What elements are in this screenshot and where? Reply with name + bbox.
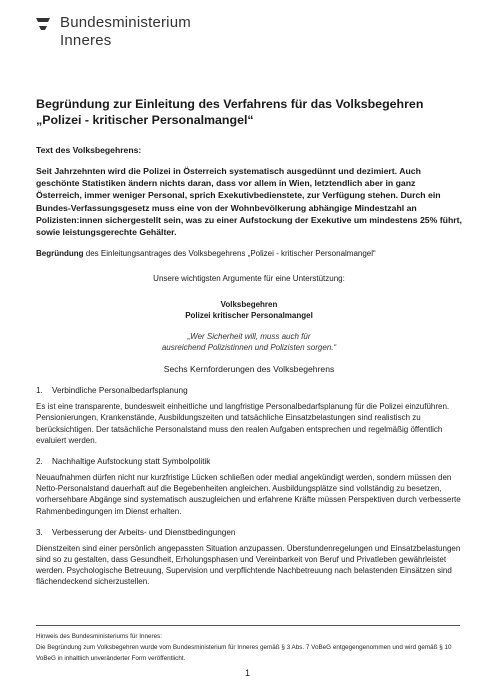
arguments-intro: Unsere wichtigsten Argumente für eine Unterstützung: xyxy=(153,274,345,284)
document-title-line1: Begründung zur Einleitung des Verfahrens für das Volksbegehren xyxy=(36,97,424,111)
petition-text: Seit Jahrzehnten wird die Polizei in Österreich systematisch ausgedünnt und dezimiert. Auch geschönte Statistiken ändern nichts daran, dass vor allem in Wien, letztendlich aber in ganz Österreich, immer weniger Personal, sprich Exekutivbedienstete, zur Verfügung stehen. Durch ein Bundes-Verfassungsgesetz muss eine von der Wohnbevölkerung abhängige Mindestzahl an Polizisten:innen sichergestellt sein, was zu einer Aufstockung der Exekutive um mindestens 25% führt, sowie leistungsgerechte Gehälter. xyxy=(36,166,462,238)
quote-line1: „Wer Sicherheit will, muss auch für xyxy=(187,332,311,342)
page-number: 1 xyxy=(244,668,250,678)
logo-text-ministry: Bundesministerium xyxy=(60,14,191,31)
section-title: Verbindliche Personalbedarfsplanung xyxy=(52,386,188,396)
section-title: Nachhaltige Aufstockung statt Symbolpolitik xyxy=(52,457,211,467)
logo-text-department: Inneres xyxy=(60,32,112,49)
ministry-footnote xyxy=(36,631,466,664)
petition-label: Volksbegehren xyxy=(220,300,278,310)
text-label: Text des Volksbegehrens: xyxy=(36,145,142,155)
document-title xyxy=(36,96,462,128)
footnote-text: Die Begründung zum Volksbegehren wurde vom Bundesministerium für Inneres gemäß § 3 Abs. 7 VoBeG entgegengenommen und wird gemäß § 10 VoBeG in inhaltlich unveränderter Form veröffentlicht. xyxy=(36,644,452,662)
demand-section-3 xyxy=(36,527,462,588)
reason-line xyxy=(36,248,462,259)
section-number: 1. xyxy=(36,386,43,396)
document-title-line2: „Polizei - kritischer Personalmangel“ xyxy=(36,113,254,127)
section-text: Neuaufnahmen dürfen nicht nur kurzfristige Lücken schließen oder medial angekündigt werden, sondern müssen den Netto-Personalstand dauerhaft auf die Begebenheiten angleichen. Ausbildungsplätze sind vollständig zu besetzen, vorhersehbare Abgänge sind systematisch auszugleichen und erfahrene Kräfte müssen Perspektiven durch verbesserte Rahmenbedingungen im Dienst erhalten. xyxy=(36,473,461,516)
petition-name: Polizei kritischer Personalmangel xyxy=(185,311,313,321)
section-heading xyxy=(36,527,462,539)
core-demands-heading: Sechs Kernforderungen des Volksbegehrens xyxy=(163,364,335,375)
section-title: Verbesserung der Arbeits- und Dienstbedingungen xyxy=(52,527,236,537)
petition-name-block xyxy=(36,299,462,321)
section-text: Es ist eine transparente, bundesweit einheitliche und langfristige Personalbedarfsplanung für die Polizei einzuführen. Pensionierungen, Krankenstände, Ausbildungszeiten und tatsächliche Einsatzbelastungen sind realistisch zu berücksichtigen. Der tatsächliche Personalstand muss den realen Aufgaben entsprechen und regelmäßig öffentlich evaluiert werden. xyxy=(36,402,450,445)
austrian-flag-logo-icon xyxy=(36,18,50,30)
demand-section-1 xyxy=(36,385,462,446)
section-heading xyxy=(36,385,462,397)
document-body xyxy=(36,96,462,588)
footnote-heading: Hinweis des Bundesministeriums für Inneres: xyxy=(36,633,162,640)
quote-line2: ausreichend Polizistinnen und Polizisten sorgen.“ xyxy=(161,343,337,353)
footnote-divider xyxy=(36,625,460,626)
section-heading xyxy=(36,456,462,468)
demand-section-2 xyxy=(36,456,462,517)
reason-bold: Begründung xyxy=(36,249,84,259)
slogan-quote xyxy=(36,331,462,353)
reason-rest: des Einleitungsantrages des Volksbegehrens „Polizei - kritischer Personalmangel“ xyxy=(83,249,376,259)
section-number: 3. xyxy=(36,527,43,537)
section-number: 2. xyxy=(36,457,43,467)
section-text: Dienstzeiten sind einer persönlich angepassten Situation anzupassen. Überstundenregelungen und Einsatzbelastungen sind so zu gestalten, dass Gesundheit, Erholungsphasen und Vereinbarkeit von Beruf und Privatleben gewährleistet werden. Psychologische Betreuung, Supervision und verpflichtende Nachbetreuung nach belastenden Einsätzen sind flächendeckend sicherzustellen. xyxy=(36,543,461,587)
